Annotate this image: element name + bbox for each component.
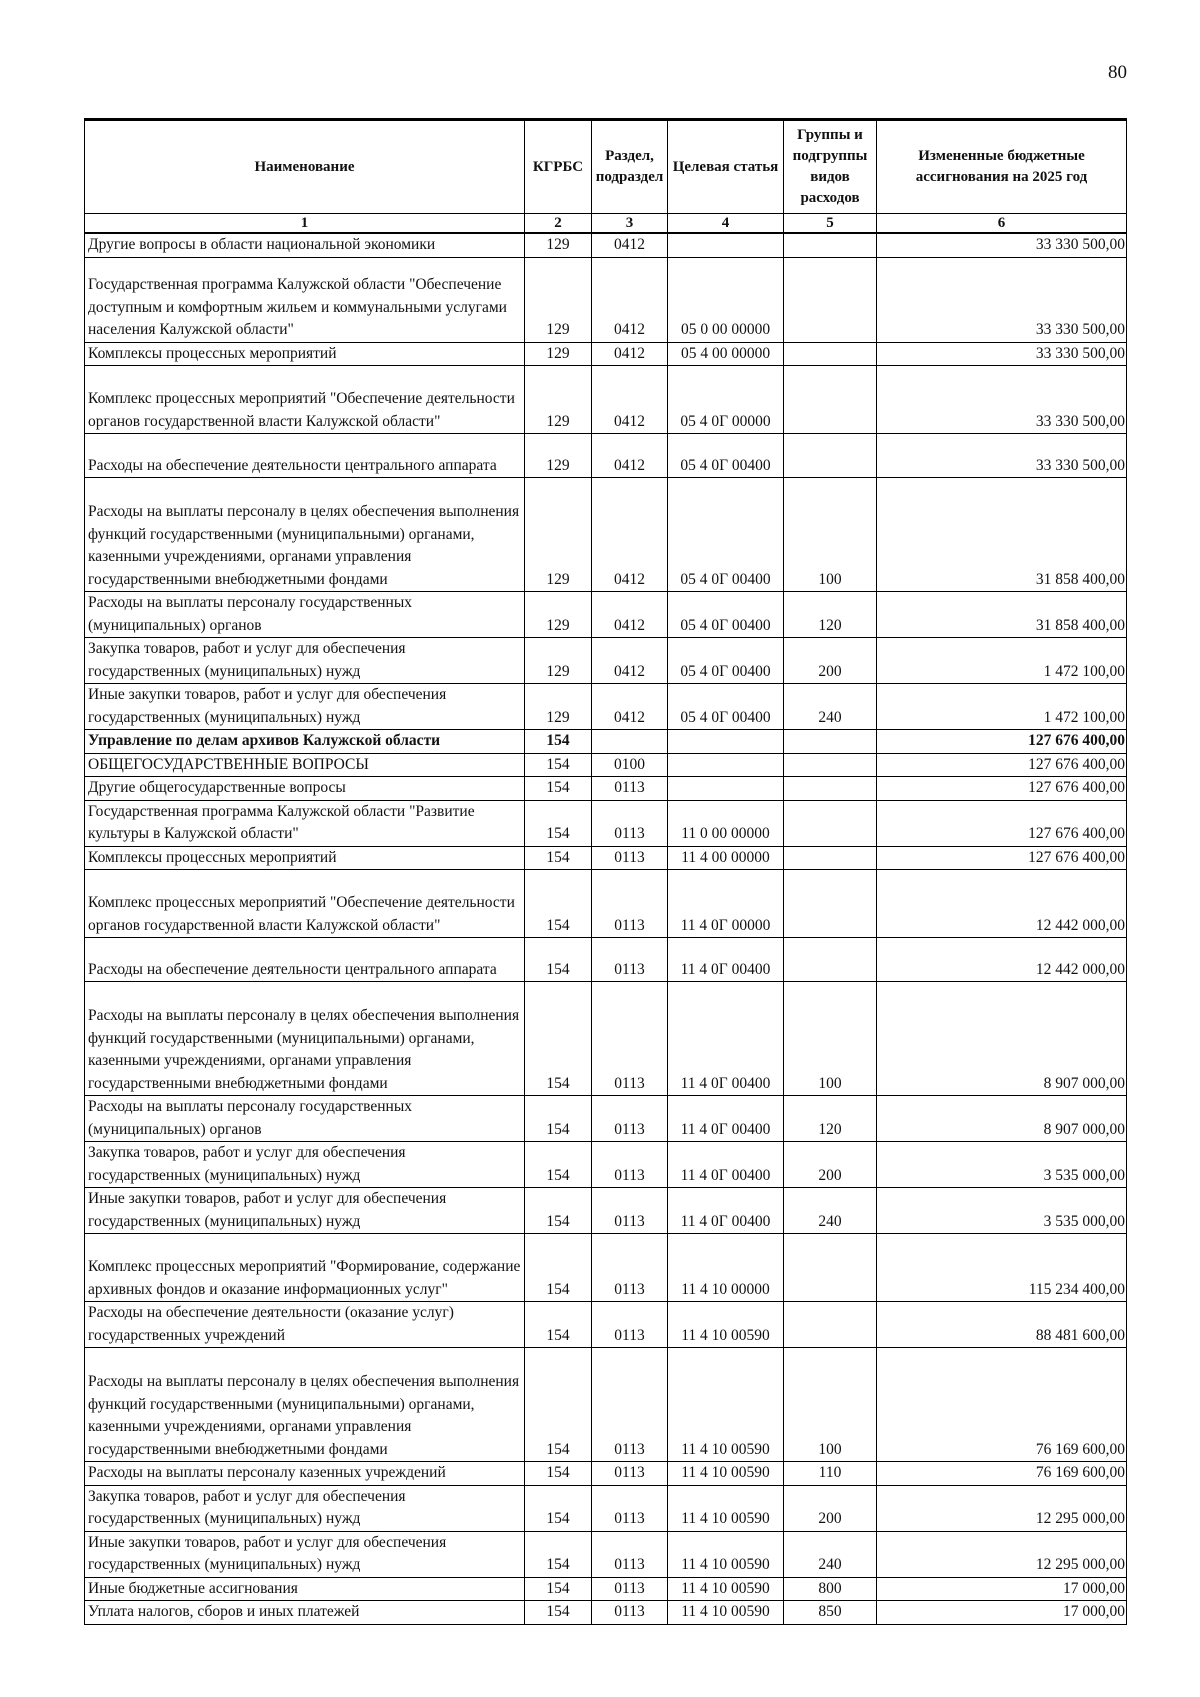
row-section-cell: 0113	[592, 1531, 668, 1577]
table-row	[85, 342, 1127, 366]
column-number: 6	[877, 214, 1127, 234]
table-row	[85, 938, 1127, 982]
row-section-cell: 0113	[592, 870, 668, 938]
row-name-cell: Закупка товаров, работ и услуг для обеспечения государственных (муниципальных) нужд	[85, 638, 525, 684]
row-amount-cell: 31 858 400,00	[877, 478, 1127, 592]
row-name-cell: Иные закупки товаров, работ и услуг для обеспечения государственных (муниципальных) нужд	[85, 1188, 525, 1234]
table-body	[85, 233, 1127, 1624]
row-amount-cell: 88 481 600,00	[877, 1302, 1127, 1348]
row-group-cell	[784, 938, 877, 982]
row-name-cell: Иные бюджетные ассигнования	[85, 1577, 525, 1601]
table-row	[85, 434, 1127, 478]
row-amount-cell: 76 169 600,00	[877, 1462, 1127, 1486]
row-amount-cell: 8 907 000,00	[877, 1096, 1127, 1142]
table-row	[85, 1302, 1127, 1348]
row-name-cell: Другие общегосударственные вопросы	[85, 777, 525, 801]
table-row	[85, 1234, 1127, 1302]
row-name-cell: Комплекс процессных мероприятий "Обеспечение деятельности органов государственной власти Калужской области"	[85, 870, 525, 938]
row-section-cell: 0412	[592, 592, 668, 638]
header-target: Целевая статья	[668, 120, 784, 214]
row-amount-cell: 76 169 600,00	[877, 1348, 1127, 1462]
row-group-cell	[784, 434, 877, 478]
row-amount-cell: 12 442 000,00	[877, 938, 1127, 982]
row-kgrbs-cell: 129	[525, 257, 592, 342]
row-group-cell	[784, 366, 877, 434]
row-group-cell	[784, 730, 877, 754]
row-group-cell: 200	[784, 1485, 877, 1531]
row-group-cell: 200	[784, 638, 877, 684]
row-name-cell: Государственная программа Калужской области "Обеспечение доступным и комфортным жильем и коммунальными услугами населения Калужской области"	[85, 257, 525, 342]
row-kgrbs-cell: 129	[525, 233, 592, 257]
table-row	[85, 257, 1127, 342]
column-number: 5	[784, 214, 877, 234]
row-name-cell: ОБЩЕГОСУДАРСТВЕННЫЕ ВОПРОСЫ	[85, 753, 525, 777]
table-row	[85, 1348, 1127, 1462]
header-groups: Группы и подгруппы видов расходов	[784, 120, 877, 214]
row-section-cell: 0412	[592, 638, 668, 684]
row-target-cell: 11 4 0Г 00400	[668, 982, 784, 1096]
row-amount-cell: 12 295 000,00	[877, 1485, 1127, 1531]
row-name-cell: Комплекс процессных мероприятий "Формирование, содержание архивных фондов и оказание информационных услуг"	[85, 1234, 525, 1302]
row-section-cell: 0113	[592, 800, 668, 846]
row-group-cell	[784, 233, 877, 257]
row-group-cell: 100	[784, 1348, 877, 1462]
row-section-cell: 0113	[592, 1302, 668, 1348]
row-group-cell: 850	[784, 1601, 877, 1625]
header-kgrbs: КГРБС	[525, 120, 592, 214]
row-group-cell: 240	[784, 1188, 877, 1234]
row-target-cell: 05 4 00 00000	[668, 342, 784, 366]
row-amount-cell: 127 676 400,00	[877, 730, 1127, 754]
table-row	[85, 1577, 1127, 1601]
row-group-cell: 100	[784, 478, 877, 592]
row-target-cell: 11 4 0Г 00000	[668, 870, 784, 938]
row-amount-cell: 3 535 000,00	[877, 1188, 1127, 1234]
row-section-cell: 0113	[592, 1234, 668, 1302]
row-group-cell	[784, 870, 877, 938]
row-amount-cell: 127 676 400,00	[877, 846, 1127, 870]
row-kgrbs-cell: 154	[525, 1485, 592, 1531]
row-kgrbs-cell: 154	[525, 1142, 592, 1188]
budget-table	[84, 118, 1127, 1625]
row-section-cell	[592, 730, 668, 754]
header-amount: Измененные бюджетные ассигнования на 2025 год	[877, 120, 1127, 214]
row-name-cell: Закупка товаров, работ и услуг для обеспечения государственных (муниципальных) нужд	[85, 1485, 525, 1531]
table-row	[85, 684, 1127, 730]
row-target-cell: 11 4 0Г 00400	[668, 1096, 784, 1142]
row-target-cell: 11 4 10 00590	[668, 1348, 784, 1462]
row-kgrbs-cell: 129	[525, 684, 592, 730]
row-section-cell: 0412	[592, 478, 668, 592]
row-name-cell: Уплата налогов, сборов и иных платежей	[85, 1601, 525, 1625]
row-name-cell: Расходы на выплаты персоналу в целях обеспечения выполнения функций государственными (муниципальными) органами, казенными учреждениями, органами управления государственными внебюджетными фондами	[85, 478, 525, 592]
table-row	[85, 1462, 1127, 1486]
row-amount-cell: 127 676 400,00	[877, 753, 1127, 777]
row-target-cell: 05 0 00 00000	[668, 257, 784, 342]
row-group-cell: 120	[784, 592, 877, 638]
row-section-cell: 0412	[592, 434, 668, 478]
row-target-cell: 11 4 0Г 00400	[668, 1188, 784, 1234]
row-target-cell: 11 4 10 00590	[668, 1302, 784, 1348]
row-name-cell: Расходы на выплаты персоналу казенных учреждений	[85, 1462, 525, 1486]
table-row	[85, 1188, 1127, 1234]
row-section-cell: 0113	[592, 982, 668, 1096]
row-group-cell	[784, 846, 877, 870]
row-amount-cell: 33 330 500,00	[877, 257, 1127, 342]
table-row	[85, 366, 1127, 434]
row-name-cell: Расходы на обеспечение деятельности центрального аппарата	[85, 938, 525, 982]
row-kgrbs-cell: 154	[525, 1188, 592, 1234]
header-section: Раздел, подраздел	[592, 120, 668, 214]
row-target-cell: 05 4 0Г 00000	[668, 366, 784, 434]
row-kgrbs-cell: 129	[525, 478, 592, 592]
header-row	[85, 120, 1127, 214]
row-section-cell: 0412	[592, 366, 668, 434]
row-amount-cell: 33 330 500,00	[877, 366, 1127, 434]
row-group-cell: 240	[784, 684, 877, 730]
row-kgrbs-cell: 154	[525, 846, 592, 870]
row-amount-cell: 17 000,00	[877, 1577, 1127, 1601]
row-amount-cell: 33 330 500,00	[877, 233, 1127, 257]
row-target-cell: 05 4 0Г 00400	[668, 684, 784, 730]
row-target-cell: 05 4 0Г 00400	[668, 638, 784, 684]
row-section-cell: 0113	[592, 1142, 668, 1188]
table-row	[85, 638, 1127, 684]
row-amount-cell: 17 000,00	[877, 1601, 1127, 1625]
row-amount-cell: 115 234 400,00	[877, 1234, 1127, 1302]
row-section-cell: 0113	[592, 846, 668, 870]
row-amount-cell: 31 858 400,00	[877, 592, 1127, 638]
table-row	[85, 846, 1127, 870]
column-number: 3	[592, 214, 668, 234]
row-target-cell	[668, 777, 784, 801]
row-kgrbs-cell: 154	[525, 1577, 592, 1601]
row-kgrbs-cell: 154	[525, 1601, 592, 1625]
row-target-cell: 11 4 10 00590	[668, 1577, 784, 1601]
row-name-cell: Расходы на обеспечение деятельности (оказание услуг) государственных учреждений	[85, 1302, 525, 1348]
row-section-cell: 0113	[592, 777, 668, 801]
row-name-cell: Другие вопросы в области национальной экономики	[85, 233, 525, 257]
row-section-cell: 0113	[592, 1601, 668, 1625]
row-kgrbs-cell: 129	[525, 434, 592, 478]
row-group-cell: 100	[784, 982, 877, 1096]
row-name-cell: Расходы на выплаты персоналу в целях обеспечения выполнения функций государственными (муниципальными) органами, казенными учреждениями, органами управления государственными внебюджетными фондами	[85, 1348, 525, 1462]
header-name: Наименование	[85, 120, 525, 214]
row-amount-cell: 1 472 100,00	[877, 638, 1127, 684]
row-group-cell: 110	[784, 1462, 877, 1486]
table-row	[85, 1485, 1127, 1531]
row-name-cell: Комплексы процессных мероприятий	[85, 342, 525, 366]
row-section-cell: 0113	[592, 938, 668, 982]
table-row	[85, 592, 1127, 638]
row-kgrbs-cell: 154	[525, 982, 592, 1096]
row-group-cell: 120	[784, 1096, 877, 1142]
row-amount-cell: 1 472 100,00	[877, 684, 1127, 730]
row-amount-cell: 127 676 400,00	[877, 800, 1127, 846]
row-kgrbs-cell: 154	[525, 1348, 592, 1462]
row-target-cell: 11 4 00 00000	[668, 846, 784, 870]
row-group-cell	[784, 342, 877, 366]
row-target-cell	[668, 233, 784, 257]
column-number: 4	[668, 214, 784, 234]
row-section-cell: 0412	[592, 684, 668, 730]
row-name-cell: Закупка товаров, работ и услуг для обеспечения государственных (муниципальных) нужд	[85, 1142, 525, 1188]
row-kgrbs-cell: 154	[525, 1531, 592, 1577]
row-group-cell	[784, 800, 877, 846]
row-name-cell: Иные закупки товаров, работ и услуг для обеспечения государственных (муниципальных) нужд	[85, 684, 525, 730]
row-amount-cell: 3 535 000,00	[877, 1142, 1127, 1188]
row-target-cell: 11 4 10 00590	[668, 1462, 784, 1486]
row-name-cell: Иные закупки товаров, работ и услуг для обеспечения государственных (муниципальных) нужд	[85, 1531, 525, 1577]
row-group-cell: 240	[784, 1531, 877, 1577]
row-section-cell: 0113	[592, 1348, 668, 1462]
row-section-cell: 0113	[592, 1188, 668, 1234]
row-kgrbs-cell: 129	[525, 366, 592, 434]
row-target-cell: 11 4 0Г 00400	[668, 938, 784, 982]
table-row	[85, 982, 1127, 1096]
row-kgrbs-cell: 154	[525, 777, 592, 801]
row-kgrbs-cell: 129	[525, 342, 592, 366]
page-number: 80	[1108, 62, 1127, 83]
row-name-cell: Управление по делам архивов Калужской области	[85, 730, 525, 754]
row-target-cell: 05 4 0Г 00400	[668, 592, 784, 638]
column-number: 2	[525, 214, 592, 234]
row-kgrbs-cell: 154	[525, 1462, 592, 1486]
row-name-cell: Расходы на выплаты персоналу государственных (муниципальных) органов	[85, 1096, 525, 1142]
row-amount-cell: 12 442 000,00	[877, 870, 1127, 938]
column-number-row	[85, 214, 1127, 234]
row-name-cell: Комплекс процессных мероприятий "Обеспечение деятельности органов государственной власти Калужской области"	[85, 366, 525, 434]
row-target-cell: 11 4 10 00590	[668, 1601, 784, 1625]
table-row	[85, 1531, 1127, 1577]
row-group-cell: 200	[784, 1142, 877, 1188]
row-amount-cell: 33 330 500,00	[877, 434, 1127, 478]
table-row	[85, 478, 1127, 592]
row-name-cell: Расходы на выплаты персоналу государственных (муниципальных) органов	[85, 592, 525, 638]
row-kgrbs-cell: 154	[525, 870, 592, 938]
row-name-cell: Комплексы процессных мероприятий	[85, 846, 525, 870]
row-kgrbs-cell: 154	[525, 730, 592, 754]
row-amount-cell: 127 676 400,00	[877, 777, 1127, 801]
row-target-cell: 11 4 0Г 00400	[668, 1142, 784, 1188]
row-group-cell	[784, 777, 877, 801]
row-kgrbs-cell: 154	[525, 753, 592, 777]
row-section-cell: 0113	[592, 1462, 668, 1486]
row-target-cell: 11 4 10 00000	[668, 1234, 784, 1302]
row-group-cell: 800	[784, 1577, 877, 1601]
row-target-cell	[668, 730, 784, 754]
row-name-cell: Государственная программа Калужской области "Развитие культуры в Калужской области"	[85, 800, 525, 846]
row-section-cell: 0412	[592, 342, 668, 366]
row-section-cell: 0113	[592, 1577, 668, 1601]
table-row	[85, 1601, 1127, 1625]
row-group-cell	[784, 1234, 877, 1302]
row-target-cell	[668, 753, 784, 777]
row-section-cell: 0412	[592, 257, 668, 342]
row-kgrbs-cell: 129	[525, 638, 592, 684]
column-number: 1	[85, 214, 525, 234]
row-kgrbs-cell: 154	[525, 1302, 592, 1348]
row-section-cell: 0113	[592, 1096, 668, 1142]
row-target-cell: 11 0 00 00000	[668, 800, 784, 846]
row-kgrbs-cell: 154	[525, 800, 592, 846]
row-kgrbs-cell: 154	[525, 1096, 592, 1142]
table-row	[85, 233, 1127, 257]
row-kgrbs-cell: 154	[525, 1234, 592, 1302]
row-amount-cell: 12 295 000,00	[877, 1531, 1127, 1577]
row-section-cell: 0113	[592, 1485, 668, 1531]
table-row	[85, 753, 1127, 777]
table-row	[85, 1142, 1127, 1188]
row-name-cell: Расходы на выплаты персоналу в целях обеспечения выполнения функций государственными (муниципальными) органами, казенными учреждениями, органами управления государственными внебюджетными фондами	[85, 982, 525, 1096]
table-row	[85, 730, 1127, 754]
table-row	[85, 800, 1127, 846]
table-row	[85, 870, 1127, 938]
row-target-cell: 11 4 10 00590	[668, 1485, 784, 1531]
row-section-cell: 0100	[592, 753, 668, 777]
row-target-cell: 05 4 0Г 00400	[668, 478, 784, 592]
row-kgrbs-cell: 129	[525, 592, 592, 638]
table-row	[85, 777, 1127, 801]
row-target-cell: 11 4 10 00590	[668, 1531, 784, 1577]
row-name-cell: Расходы на обеспечение деятельности центрального аппарата	[85, 434, 525, 478]
row-section-cell: 0412	[592, 233, 668, 257]
row-group-cell	[784, 753, 877, 777]
row-amount-cell: 8 907 000,00	[877, 982, 1127, 1096]
row-target-cell: 05 4 0Г 00400	[668, 434, 784, 478]
row-amount-cell: 33 330 500,00	[877, 342, 1127, 366]
row-group-cell	[784, 1302, 877, 1348]
row-kgrbs-cell: 154	[525, 938, 592, 982]
row-group-cell	[784, 257, 877, 342]
table-row	[85, 1096, 1127, 1142]
